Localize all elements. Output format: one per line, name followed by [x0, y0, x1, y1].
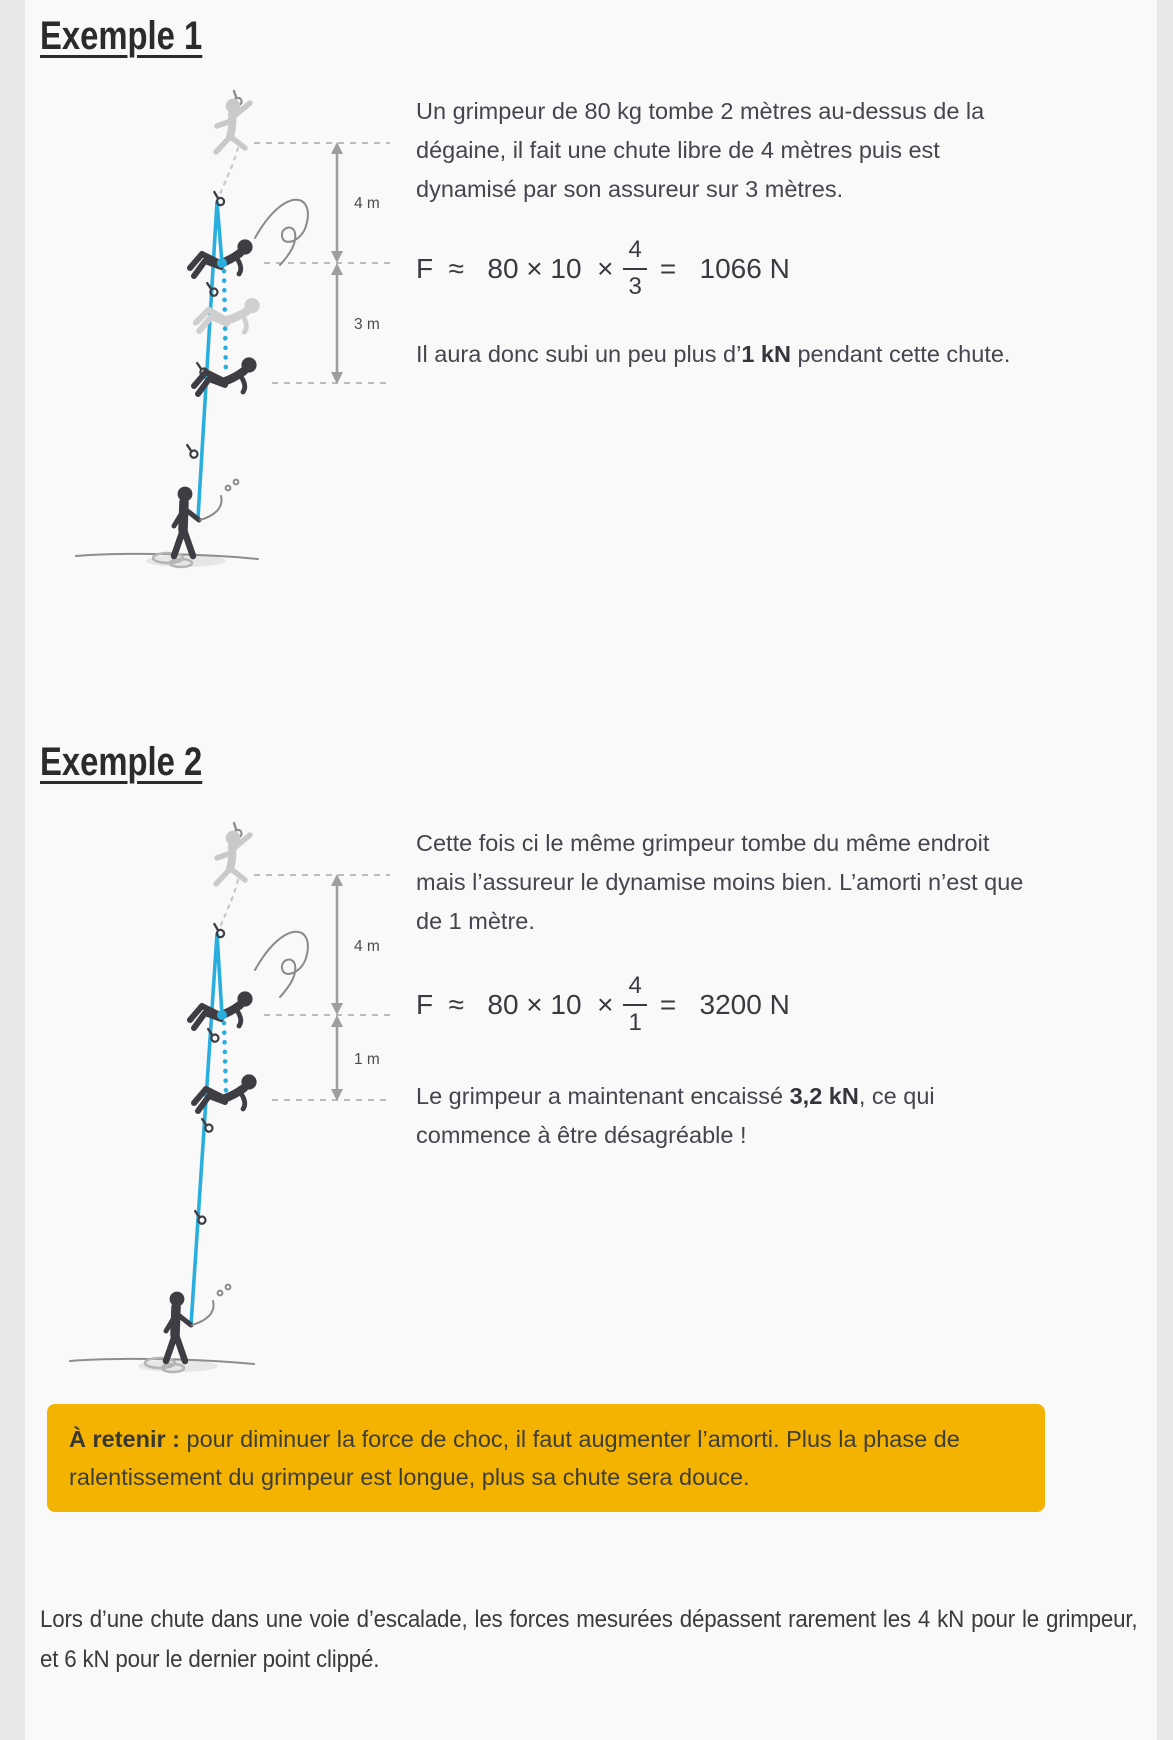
callout-text: pour diminuer la force de choc, il faut augmenter l’amorti. Plus la phase de ralentissement du grimpeur est longue, plus sa chute sera douce.: [69, 1426, 960, 1490]
example2-heading: Exemple 2: [40, 740, 203, 784]
fall-distance-label-2: 4 m: [354, 938, 380, 955]
result-text-after-2: , ce qui commence à être désagréable !: [416, 1082, 935, 1148]
belayer-figure-1: [174, 487, 199, 556]
climbing-rope-1: [198, 202, 222, 518]
fall-diagram-example2: [58, 820, 398, 1380]
slack-rope-squiggle-1: [255, 200, 308, 265]
result-text-after-1: pendant cette chute.: [790, 340, 1011, 367]
fall-distance-label-1: 4 m: [354, 195, 380, 212]
catch-distance-label-2: 1 m: [354, 1051, 380, 1068]
example1-text-column: [416, 88, 1030, 374]
example2-intro-paragraph: Cette fois ci le même grimpeur tombe du même endroit mais l’assureur le dynamise moins bien. L’amorti n’est que de 1 mètre.: [416, 830, 1024, 934]
belayer-group-2: [70, 1285, 254, 1372]
formula-tail-1: = 1066 N: [659, 253, 790, 285]
formula-lead-1: F ≈ 80 × 10 ×: [416, 253, 614, 285]
result-value-2: 3,2 kN: [789, 1082, 859, 1109]
rope-knot-dot-1: [217, 258, 227, 268]
lesson-page: [25, 0, 1157, 1740]
example2-result-paragraph: [416, 1077, 1030, 1155]
ghost-climber-mid-catch-1: [195, 294, 260, 335]
climber-after-catch-1: [194, 357, 257, 394]
example1-formula: [416, 237, 1030, 301]
example1-heading: Exemple 1: [40, 14, 203, 58]
fraction-denominator-2: 1: [623, 1004, 646, 1037]
closing-paragraph: Lors d’une chute dans une voie d’escalade, les forces mesurées dépassent rarement les 4 kN pour le grimpeur, et 6 kN pour le dernier point clippé.: [40, 1606, 1138, 1673]
example2-section: [25, 820, 1157, 1380]
catch-distance-label-1: 3 m: [354, 316, 380, 333]
result-text-before-2: Le grimpeur a maintenant encaissé: [416, 1082, 790, 1109]
example1-result-paragraph: [416, 335, 1030, 374]
belayer-group-1: [76, 480, 258, 567]
slack-rope-squiggle-2: [255, 932, 308, 997]
example2-heading-row: [40, 740, 1157, 784]
ghost-climber-start-2: [216, 831, 250, 884]
quickdraw-icon-1d: [187, 443, 198, 459]
example2-formula: [416, 973, 1030, 1037]
fall-trajectory-dashed-1: [220, 148, 238, 194]
fraction-numerator-2: 4: [628, 972, 642, 999]
formula-fraction-2: [623, 973, 646, 1037]
result-text-before-1: Il aura donc subi un peu plus d’: [416, 340, 742, 367]
example1-section: [25, 88, 1157, 588]
formula-tail-2: = 3200 N: [659, 989, 790, 1021]
fraction-numerator-1: 4: [628, 236, 642, 263]
key-takeaway-callout: [47, 1404, 1045, 1512]
measurement-guides-2: [254, 874, 390, 1101]
rope-knot-dot-2: [217, 1010, 227, 1020]
example1-heading-row: [40, 14, 1157, 58]
fall-diagram-example1: [58, 88, 398, 588]
ghost-climber-start-1: [216, 99, 250, 152]
formula-fraction-1: [623, 237, 646, 301]
rope-stretch-dotted-2: [224, 1023, 226, 1092]
callout-lead: À retenir :: [69, 1426, 180, 1452]
belayer-figure-2: [166, 1292, 191, 1361]
measurement-guides-1: [254, 142, 390, 384]
formula-lead-2: F ≈ 80 × 10 ×: [416, 989, 614, 1021]
example1-intro-paragraph: Un grimpeur de 80 kg tombe 2 mètres au-dessus de la dégaine, il fait une chute libre de 4 mètres puis est dynamisé par son assureur sur 3 mètres.: [416, 98, 985, 202]
example2-text-column: [416, 820, 1030, 1155]
fall-trajectory-dashed-2: [220, 880, 238, 928]
result-value-1: 1 kN: [741, 340, 791, 367]
fraction-denominator-1: 3: [623, 268, 646, 301]
